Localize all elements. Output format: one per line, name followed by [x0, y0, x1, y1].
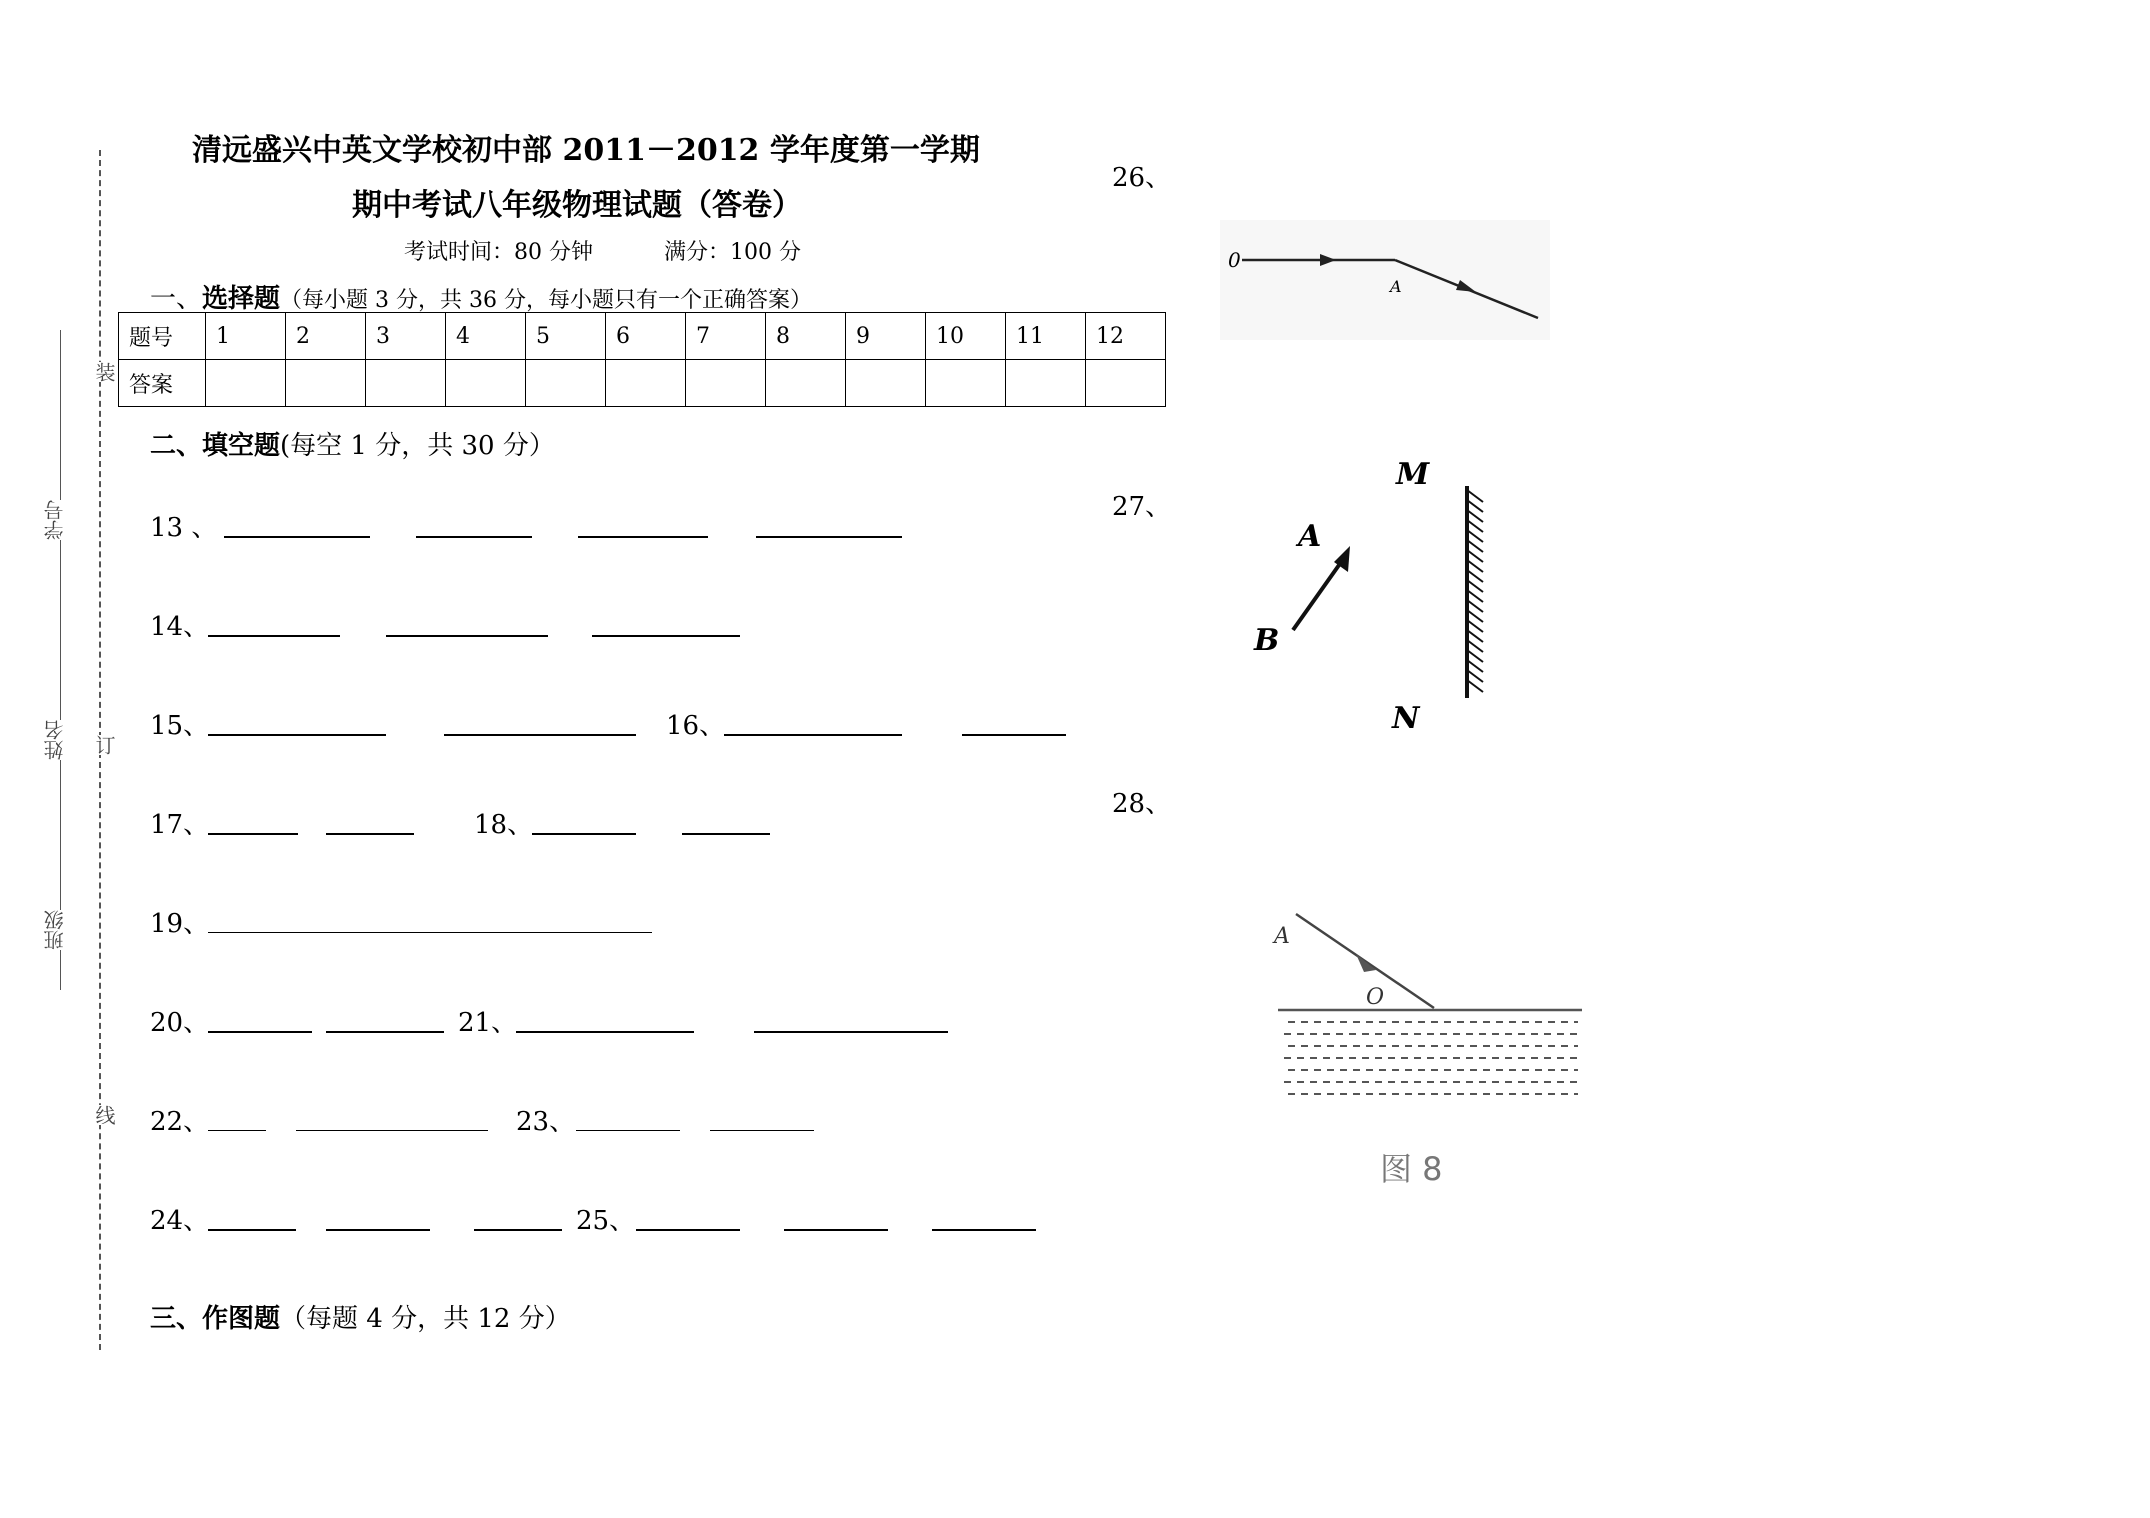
- answer-blank[interactable]: [756, 536, 902, 538]
- answer-blank[interactable]: [754, 1031, 948, 1033]
- figure-27-label-m: M: [1396, 457, 1430, 492]
- section3-heading: [150, 1298, 571, 1335]
- figure-28-caption: 图 8: [1380, 1150, 1443, 1188]
- answer-cell[interactable]: [686, 360, 766, 407]
- figure-28-label-a: A: [1274, 924, 1290, 949]
- answer-cell[interactable]: [206, 360, 286, 407]
- question-number: 5: [526, 313, 606, 360]
- answer-blank[interactable]: [416, 536, 532, 538]
- answer-blank[interactable]: [208, 1229, 296, 1231]
- answer-blank[interactable]: [208, 1031, 312, 1033]
- section3-title: 三、作图题: [150, 1304, 281, 1334]
- question-13-label: 13 、: [150, 513, 218, 543]
- answer-blank[interactable]: [592, 635, 740, 637]
- answer-cell[interactable]: [286, 360, 366, 407]
- question-24-label: 24、: [150, 1206, 210, 1236]
- answer-cell[interactable]: [926, 360, 1006, 407]
- question-26-label: 26、: [1112, 163, 1172, 193]
- answer-blank[interactable]: [326, 833, 414, 835]
- answer-blank[interactable]: [444, 734, 636, 736]
- answer-blank[interactable]: [208, 833, 298, 835]
- question-number: 8: [766, 313, 846, 360]
- question-22-label: 22、: [150, 1107, 210, 1137]
- question-21-label: 21、: [458, 1008, 518, 1038]
- section2-heading: [150, 425, 555, 462]
- answer-table-answer-row: [119, 360, 1166, 407]
- answer-table-number-row: [119, 313, 1166, 360]
- answer-cell[interactable]: [1006, 360, 1086, 407]
- answer-cell[interactable]: [766, 360, 846, 407]
- question-19-label: 19、: [150, 909, 210, 939]
- answer-blank[interactable]: [682, 833, 770, 835]
- answer-blank[interactable]: [474, 1229, 562, 1231]
- mirror-mn: [1467, 486, 1483, 698]
- figure-26-label-a: A: [1390, 277, 1402, 296]
- answer-blank[interactable]: [326, 1229, 430, 1231]
- answer-blank[interactable]: [326, 1031, 444, 1033]
- answer-cell[interactable]: [526, 360, 606, 407]
- answer-cell[interactable]: [1086, 360, 1166, 407]
- answer-blank[interactable]: [224, 536, 370, 538]
- figure-26-label-o: 0: [1228, 248, 1241, 272]
- section1-heading: [150, 278, 812, 315]
- question-25-label: 25、: [576, 1206, 636, 1236]
- exam-title-line1: 清远盛兴中英文学校初中部 2011－2012 学年度第一学期: [192, 133, 980, 168]
- question-number: 1: [206, 313, 286, 360]
- answer-blank[interactable]: [208, 932, 652, 933]
- student-info-line: [60, 330, 61, 990]
- exam-time: 考试时间：80 分钟: [404, 240, 593, 265]
- question-number: 3: [366, 313, 446, 360]
- answer-blank[interactable]: [516, 1031, 694, 1033]
- figure-26-refraction: [1220, 220, 1550, 340]
- answer-blank[interactable]: [710, 1130, 814, 1131]
- question-17-label: 17、: [150, 810, 210, 840]
- answer-blank[interactable]: [962, 734, 1066, 736]
- question-number: 11: [1006, 313, 1086, 360]
- figure-28-label-o: O: [1366, 985, 1385, 1010]
- section1-note: （每小题 3 分，共 36 分，每小题只有一个正确答案）: [280, 288, 812, 313]
- figure-27-plane-mirror: [1250, 450, 1500, 740]
- answer-blank[interactable]: [578, 536, 708, 538]
- answer-blank[interactable]: [386, 635, 548, 637]
- answer-blank[interactable]: [576, 1130, 680, 1131]
- section1-prefix: 一、: [150, 284, 203, 314]
- question-14-label: 14、: [150, 612, 210, 642]
- exam-title-line2: 期中考试八年级物理试题（答卷）: [352, 188, 802, 223]
- answer-blank[interactable]: [296, 1130, 488, 1131]
- label-name: 姓名: [40, 720, 69, 760]
- binding-label-zhuang: 装: [90, 362, 119, 382]
- section3-note: （每题 4 分，共 12 分）: [280, 1304, 571, 1334]
- answer-cell[interactable]: [446, 360, 526, 407]
- section2-note: (每空 1 分，共 30 分）: [280, 431, 555, 461]
- answer-cell[interactable]: [846, 360, 926, 407]
- answer-blank[interactable]: [784, 1229, 888, 1231]
- answer-blank[interactable]: [532, 833, 636, 835]
- answer-blank[interactable]: [724, 734, 902, 736]
- question-number: 12: [1086, 313, 1166, 360]
- figure-27-label-b: B: [1254, 623, 1280, 658]
- answer-cell[interactable]: [366, 360, 446, 407]
- question-27-label: 27、: [1112, 492, 1172, 522]
- question-15-label: 15、: [150, 711, 210, 741]
- answer-blank[interactable]: [208, 1130, 266, 1131]
- answer-blank[interactable]: [636, 1229, 740, 1231]
- question-number: 2: [286, 313, 366, 360]
- answer-blank[interactable]: [208, 635, 340, 637]
- binding-label-ding: 订: [90, 735, 119, 755]
- section1-title: 选择题: [202, 284, 281, 314]
- figure-27-label-n: N: [1392, 701, 1420, 736]
- figure-27-label-a: A: [1298, 519, 1322, 554]
- section2-title: 二、填空题: [150, 431, 281, 461]
- question-18-label: 18、: [474, 810, 534, 840]
- binding-label-xian: 线: [90, 1105, 119, 1125]
- answer-blank[interactable]: [208, 734, 386, 736]
- question-23-label: 23、: [516, 1107, 576, 1137]
- question-number: 4: [446, 313, 526, 360]
- water-body: [1284, 1022, 1578, 1094]
- question-28-label: 28、: [1112, 789, 1172, 819]
- answer-blank[interactable]: [932, 1229, 1036, 1231]
- answer-table: [118, 312, 1166, 407]
- answer-row-label: 答案: [119, 360, 206, 407]
- question-20-label: 20、: [150, 1008, 210, 1038]
- question-number: 6: [606, 313, 686, 360]
- question-number: 7: [686, 313, 766, 360]
- figure-28-water-refraction: [1260, 900, 1590, 1200]
- answer-cell[interactable]: [606, 360, 686, 407]
- full-score: 满分：100 分: [664, 240, 801, 265]
- number-row-label: 题号: [119, 313, 206, 360]
- label-class: 班级: [40, 910, 69, 950]
- question-number: 9: [846, 313, 926, 360]
- label-student-id: 学号: [40, 500, 69, 540]
- question-16-label: 16、: [666, 711, 726, 741]
- question-number: 10: [926, 313, 1006, 360]
